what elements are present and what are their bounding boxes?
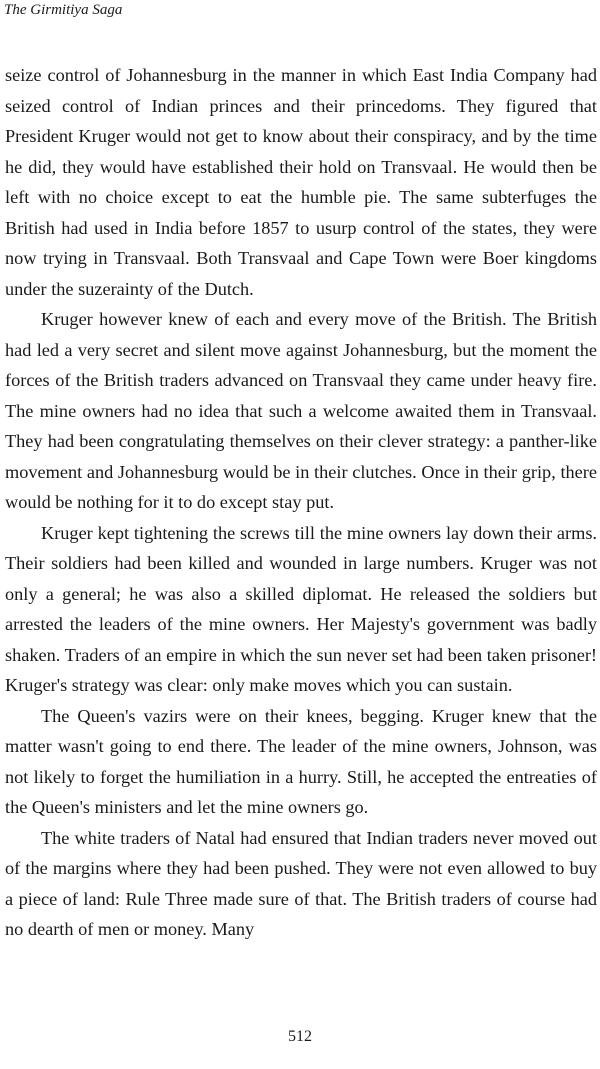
paragraph-continued: seize control of Johannesburg in the manner in which East India Company had seized control of Indian princes and their princedoms. They figured that President Kruger would not get to know about their conspiracy, and by the time he did, they would have established their hold on Transvaal. He would then be left with no choice except to eat the humble pie. The same subterfuges the British had used in India before 1857 to usurp control of the states, they were now trying in Transvaal. Both Transvaal and Cape Town were Boer kingdoms under the suzerainty of the Dutch. bbox=[5, 65, 597, 299]
page-number: 512 bbox=[288, 1028, 312, 1045]
running-header: The Girmitiya Saga bbox=[4, 2, 123, 18]
paragraph-natal-traders: The white traders of Natal had ensured that Indian traders never moved out of the margins where they had been pushed. They were not even allowed to buy a piece of land: Rule Three made sure of that. The British traders of course had no dearth of men or money. Many bbox=[5, 827, 597, 939]
paragraph-kruger-tightening: Kruger kept tightening the screws till the mine owners lay down their arms. Their soldiers had been killed and wounded in large numbers. Kruger was not only a general; he was also a skilled diplomat. He released the soldiers but arrested the leaders of the mine owners. Her Majesty's government was badly shaken. Traders of an empire in which the sun never set had been taken prisoner! Kruger's strategy was clear: only make moves which you can sustain. bbox=[5, 522, 597, 695]
paragraph-kruger-knew: Kruger however knew of each and every move of the British. The British had led a very secret and silent move against Johannesburg, but the moment the forces of the British traders advanced on Transvaal they came under heavy fire. The mine owners had no idea that such a welcome awaited them in Transvaal. They had been congratulating themselves on their clever strategy: a panther-like movement and Johannesburg would be in their clutches. Once in their grip, there would be nothing for it to do except stay put. bbox=[5, 309, 597, 512]
paragraph-queens-vazirs: The Queen's vazirs were on their knees, begging. Kruger knew that the matter wasn't going to end there. The leader of the mine owners, Johnson, was not likely to forget the humiliation in a hurry. Still, he accepted the entreaties of the Queen's ministers and let the mine owners go. bbox=[5, 705, 597, 817]
body-text bbox=[5, 60, 597, 945]
